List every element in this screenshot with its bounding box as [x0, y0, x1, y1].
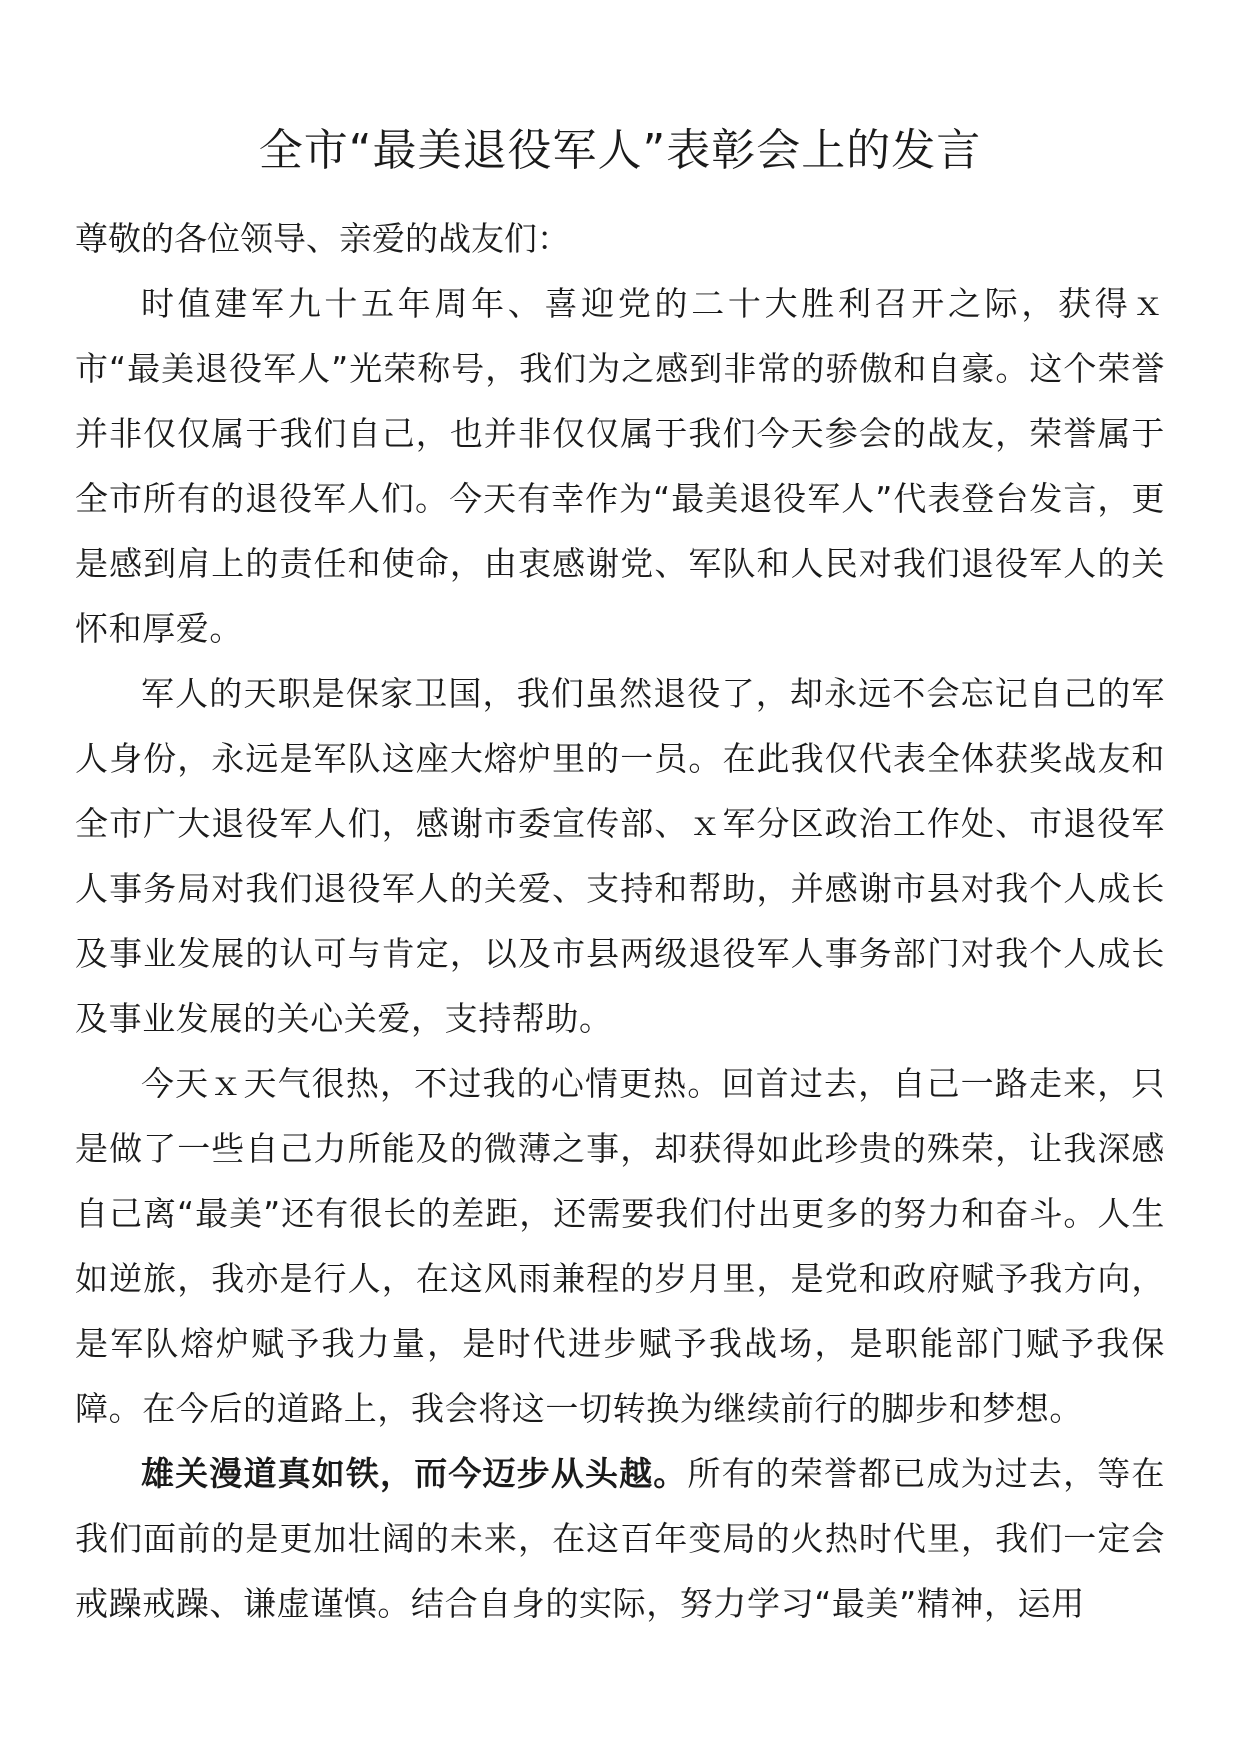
document-page	[75, 0, 1165, 1636]
paragraph-4-text: 所有的荣誉都已成为过去，等在我们面前的是更加壮阔的未来，在这百年变局的火热时代里，我们一定会戒躁戒躁、谦虚谨慎。结合自身的实际，努力学习“最美”精神，运用	[75, 1454, 1165, 1623]
paragraph-3: 今天ｘ天气很热，不过我的心情更热。回首过去，自己一路走来，只是做了一些自己力所能及的微薄之事，却获得如此珍贵的殊荣，让我深感自己离“最美”还有很长的差距，还需要我们付出更多的努力和奋斗。人生如逆旅，我亦是行人，在这风雨兼程的岁月里，是党和政府赋予我方向，是军队熔炉赋予我力量，是时代进步赋予我战场，是职能部门赋予我保障。在今后的道路上，我会将这一切转换为继续前行的脚步和梦想。	[75, 1064, 1165, 1428]
paragraph-2: 军人的天职是保家卫国，我们虽然退役了，却永远不会忘记自己的军人身份，永远是军队这座大熔炉里的一员。在此我仅代表全体获奖战友和全市广大退役军人们，感谢市委宣传部、ｘ军分区政治工作处、市退役军人事务局对我们退役军人的关爱、支持和帮助，并感谢市县对我个人成长及事业发展的认可与肯定，以及市县两级退役军人事务部门对我个人成长及事业发展的关心关爱，支持帮助。	[75, 674, 1165, 1038]
paragraph-1: 时值建军九十五年周年、喜迎党的二十大胜利召开之际，获得ｘ市“最美退役军人”光荣称号，我们为之感到非常的骄傲和自豪。这个荣誉并非仅仅属于我们自己，也并非仅仅属于我们今天参会的战友，荣誉属于全市所有的退役军人们。今天有幸作为“最美退役军人”代表登台发言，更是感到肩上的责任和使命，由衷感谢党、军队和人民对我们退役军人的关怀和厚爱。	[75, 284, 1165, 648]
paragraph-4	[75, 1441, 1165, 1636]
salutation: 尊敬的各位领导、亲爱的战友们：	[75, 219, 570, 258]
paragraph-4-lead: 雄关漫道真如铁，而今迈步从头越。	[141, 1454, 688, 1493]
document-title: 全市“最美退役军人”表彰会上的发言	[258, 125, 982, 176]
